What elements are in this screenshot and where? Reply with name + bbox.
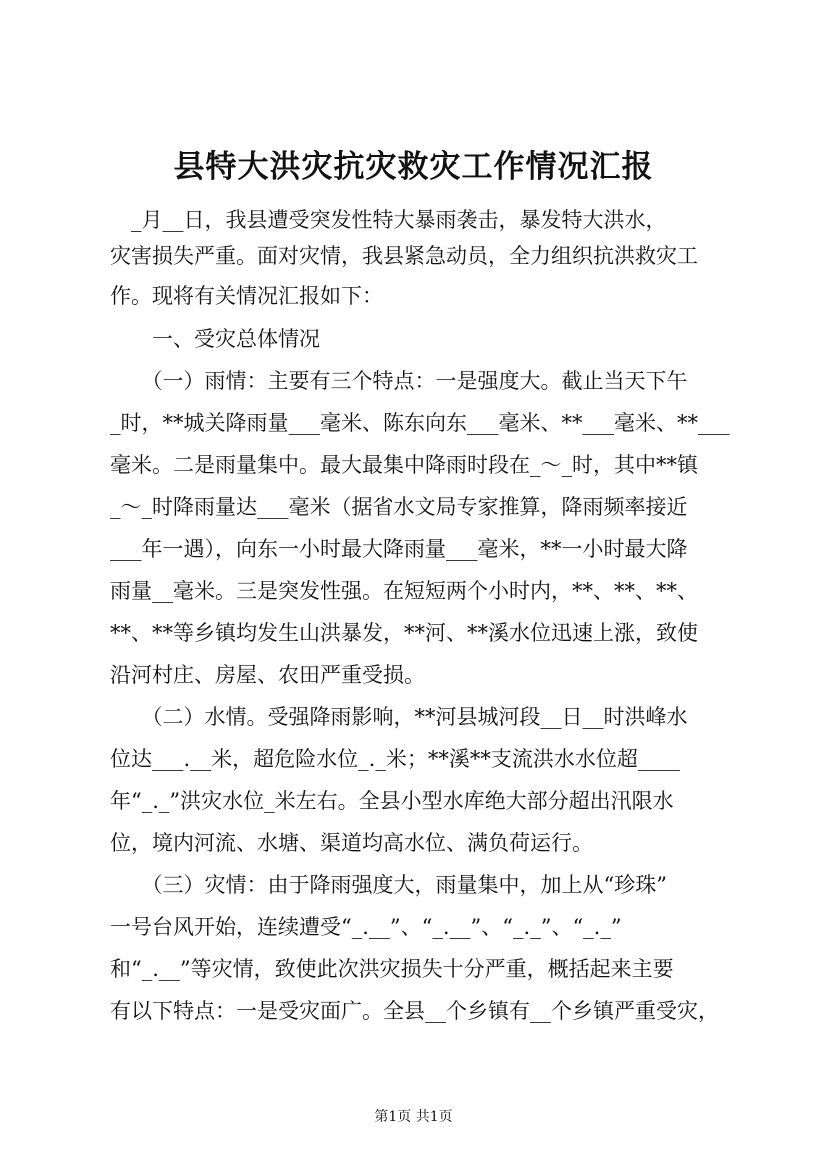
body-line: 沿河村庄、房屋、农田严重受损。 [110, 663, 425, 687]
body-line: 灾害损失严重。面对灾情，我县紧急动员，全力组织抗洪救灾工 [110, 244, 698, 268]
body-line: _时，**城关降雨量___毫米、陈东向东___毫米、**___毫米、**___ [110, 411, 730, 435]
body-line: 位达___.__米，超危险水位_._米；**溪**支流洪水水位超____ [110, 747, 680, 771]
body-line: 年“_._”洪灾水位_米左右。全县小型水库绝大部分超出汛限水 [110, 789, 674, 813]
body-line: （二）水情。受强降雨影响，**河县城河段__日__时洪峰水 [110, 705, 688, 729]
body-line: 一号台风开始，连续遭受“_.__”、“_.__”、“_._”、“_._” [110, 915, 622, 939]
body-line: 和“_.__”等灾情，致使此次洪灾损失十分严重，概括起来主要 [110, 957, 674, 981]
body-line: 有以下特点：一是受灾面广。全县__个乡镇有__个乡镇严重受灾， [110, 999, 719, 1023]
body-line: _月__日，我县遭受突发性特大暴雨袭击，暴发特大洪水， [110, 208, 667, 232]
body-line: ___年一遇），向东一小时最大降雨量___毫米，**一小时最大降 [110, 537, 688, 561]
body-line: **、**等乡镇均发生山洪暴发，**河、**溪水位迅速上涨，致使 [110, 621, 698, 645]
body-line: （三）灾情：由于降雨强度大，雨量集中，加上从“珍珠” [110, 873, 667, 897]
section-heading: 一、受灾总体情况 [110, 327, 320, 351]
body-line: （一）雨情：主要有三个特点：一是强度大。截止当天下午 [110, 369, 688, 393]
body-line: 雨量__毫米。三是突发性强。在短短两个小时内，**、**、**、 [110, 579, 698, 603]
document-title: 县特大洪灾抗灾救灾工作情况汇报 [173, 149, 654, 185]
body-line: _～_时降雨量达___毫米（据省水文局专家推算，降雨频率接近 [110, 495, 688, 519]
page-number-footer: 第1页 共1页 [374, 1109, 453, 1125]
body-line: 位，境内河流、水塘、渠道均高水位、满负荷运行。 [110, 831, 593, 855]
body-line: 毫米。二是雨量集中。最大最集中降雨时段在_～_时，其中**镇 [110, 453, 698, 477]
body-line: 作。现将有关情况汇报如下： [110, 284, 383, 308]
